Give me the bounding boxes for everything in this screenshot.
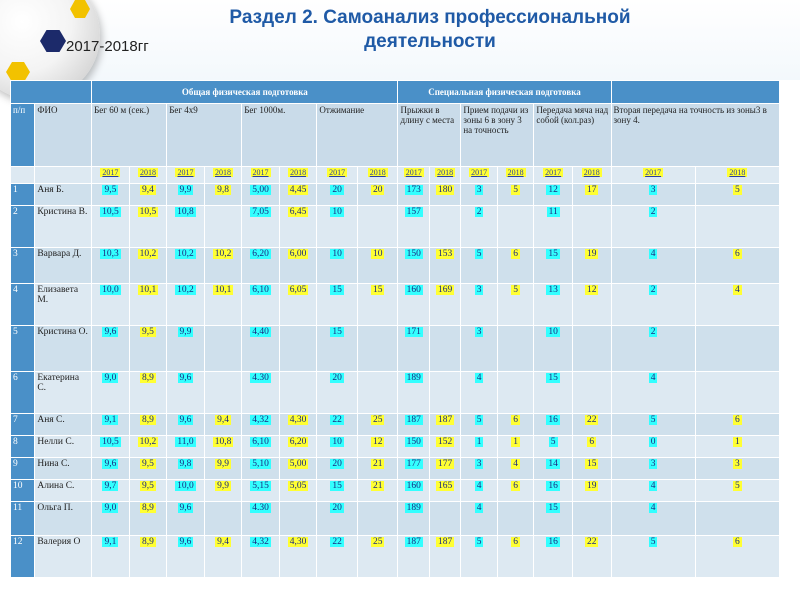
result-value: 9,8 (179, 459, 192, 469)
group-header-row (11, 81, 780, 104)
year-header-a: 2017 (252, 168, 269, 177)
year-header-a: 2017 (329, 168, 346, 177)
result-value: 7,05 (252, 207, 269, 217)
row-number: 2 (11, 206, 35, 248)
result-value: 171 (406, 327, 421, 337)
row-number: 3 (11, 248, 35, 284)
result-value: 160 (406, 285, 421, 295)
result-value: 5,10 (252, 459, 269, 469)
result-value: 9,9 (179, 185, 192, 195)
column-header-row (11, 104, 780, 167)
result-value: 20 (332, 373, 342, 383)
result-value: 9,9 (217, 459, 229, 469)
result-value: 6 (513, 481, 518, 491)
year-label: 2017-2018гг (66, 38, 149, 55)
result-value: 9,6 (179, 503, 192, 513)
result-value: 8,9 (142, 503, 154, 513)
result-value: 6,10 (252, 285, 269, 295)
col-header-second-pass: Вторая передача на точность из зоны3 в зону 4. (611, 104, 780, 167)
result-value: 10,1 (139, 285, 157, 295)
result-value: 10,5 (102, 207, 119, 217)
row-number: 10 (11, 480, 35, 502)
result-value: 9,1 (104, 415, 117, 425)
year-header-a: 2017 (102, 168, 119, 177)
student-name: Нелли С. (35, 436, 92, 458)
result-value: 2 (650, 285, 656, 295)
result-value: 4,30 (289, 415, 307, 425)
result-value: 9,4 (217, 537, 229, 547)
result-value: 6 (734, 249, 740, 259)
year-header-b: 2018 (507, 168, 524, 177)
result-value: 169 (438, 285, 453, 295)
result-value: 10,8 (177, 207, 194, 217)
col-header-name: ФИО (35, 104, 92, 167)
result-value: 6 (734, 415, 740, 425)
result-value: 153 (438, 249, 453, 259)
result-value: 4 (476, 503, 482, 513)
row-number: 1 (11, 184, 35, 206)
result-value: 9,6 (104, 459, 117, 469)
result-value: 150 (406, 249, 421, 259)
result-value: 10,8 (214, 437, 232, 447)
col-header-serve-receive: Прием подачи из зоны 6 в зону 3 на точность (461, 104, 534, 167)
table-row (11, 536, 780, 578)
year-header-b: 2018 (369, 168, 386, 177)
result-value: 187 (438, 415, 453, 425)
results-table (10, 80, 780, 578)
result-value: 9,5 (142, 327, 154, 337)
row-number: 11 (11, 502, 35, 536)
result-value: 1 (476, 437, 482, 447)
result-value: 22 (332, 415, 342, 425)
result-value: 177 (438, 459, 453, 469)
student-name: Кристина В. (35, 206, 92, 248)
result-value: 6,00 (289, 249, 307, 259)
result-value: 4.30 (252, 373, 269, 383)
table-row (11, 248, 780, 284)
result-value: 4.30 (252, 503, 269, 513)
result-value: 187 (438, 537, 453, 547)
table-row (11, 206, 780, 248)
result-value: 4 (650, 503, 656, 513)
result-value: 15 (332, 285, 342, 295)
student-name: Кристина О. (35, 326, 92, 372)
result-value: 0 (650, 437, 656, 447)
group-general: Общая физическая подготовка (92, 81, 398, 104)
result-value: 5 (734, 481, 740, 491)
student-name: Елизавета М. (35, 284, 92, 326)
result-value: 6 (513, 415, 518, 425)
result-value: 1 (734, 437, 740, 447)
result-value: 25 (372, 415, 383, 425)
year-header-b: 2018 (729, 168, 746, 177)
result-value: 2 (650, 327, 656, 337)
result-value: 10 (548, 327, 558, 337)
table-row (11, 414, 780, 436)
result-value: 9,9 (217, 481, 229, 491)
result-value: 9,9 (179, 327, 192, 337)
result-value: 10 (332, 249, 342, 259)
result-value: 9,4 (142, 185, 154, 195)
col-header-shuttle: Бег 4х9 (167, 104, 242, 167)
table-row (11, 480, 780, 502)
result-value: 15 (586, 459, 597, 469)
result-value: 152 (438, 437, 453, 447)
result-value: 9,6 (179, 537, 192, 547)
result-value: 5,00 (289, 459, 307, 469)
result-value: 10,2 (177, 285, 194, 295)
result-value: 4,40 (252, 327, 269, 337)
result-value: 20 (372, 185, 383, 195)
student-name: Аня Б. (35, 184, 92, 206)
result-value: 8,9 (142, 415, 154, 425)
student-name: Ольга П. (35, 502, 92, 536)
result-value: 6 (589, 437, 595, 447)
result-value: 14 (548, 459, 558, 469)
result-value: 21 (372, 459, 383, 469)
result-value: 16 (548, 415, 558, 425)
result-value: 180 (438, 185, 453, 195)
result-value: 6,20 (289, 437, 307, 447)
result-value: 5 (650, 537, 656, 547)
result-value: 9,1 (104, 537, 117, 547)
result-value: 6,45 (289, 207, 307, 217)
result-value: 9,6 (104, 327, 117, 337)
result-value: 9,6 (179, 415, 192, 425)
result-value: 22 (332, 537, 342, 547)
result-value: 150 (406, 437, 421, 447)
result-value: 3 (650, 185, 656, 195)
result-value: 15 (372, 285, 383, 295)
year-header-a: 2017 (645, 168, 662, 177)
result-value: 4,32 (252, 537, 269, 547)
col-header-run1000: Бег 1000м. (242, 104, 317, 167)
student-name: Валерия О (35, 536, 92, 578)
row-number: 5 (11, 326, 35, 372)
row-number: 8 (11, 436, 35, 458)
result-value: 15 (332, 327, 342, 337)
result-value: 22 (586, 537, 597, 547)
table-row (11, 458, 780, 480)
row-number: 4 (11, 284, 35, 326)
year-header-b: 2018 (139, 168, 156, 177)
result-value: 189 (406, 503, 421, 513)
result-value: 10,0 (177, 481, 194, 491)
student-name: Варвара Д. (35, 248, 92, 284)
result-value: 3 (476, 185, 482, 195)
result-value: 9,5 (142, 481, 154, 491)
result-value: 9,4 (217, 415, 229, 425)
result-value: 3 (476, 327, 482, 337)
result-value: 10,2 (139, 249, 157, 259)
result-value: 12 (372, 437, 383, 447)
result-value: 15 (548, 249, 558, 259)
group-special: Специальная физическая подготовка (398, 81, 611, 104)
result-value: 6 (513, 537, 518, 547)
year-header-b: 2018 (290, 168, 307, 177)
result-value: 1 (513, 437, 518, 447)
table-row (11, 284, 780, 326)
result-value: 5 (513, 185, 518, 195)
result-value: 4,45 (289, 185, 307, 195)
result-value: 5 (476, 537, 482, 547)
page-title (180, 6, 680, 54)
student-name: Нина С. (35, 458, 92, 480)
result-value: 173 (406, 185, 421, 195)
year-header-row (11, 167, 780, 184)
student-name: Аня С. (35, 414, 92, 436)
row-number: 9 (11, 458, 35, 480)
result-value: 189 (406, 373, 421, 383)
result-value: 16 (548, 481, 558, 491)
row-number: 12 (11, 536, 35, 578)
result-value: 6 (513, 249, 518, 259)
result-value: 4 (734, 285, 740, 295)
result-value: 20 (332, 459, 342, 469)
result-value: 10,5 (139, 207, 157, 217)
result-value: 5 (734, 185, 740, 195)
result-value: 5,15 (252, 481, 269, 491)
result-value: 8,9 (142, 537, 154, 547)
result-value: 6,10 (252, 437, 269, 447)
result-value: 10,2 (177, 249, 194, 259)
result-value: 187 (406, 537, 421, 547)
year-header-a: 2017 (405, 168, 422, 177)
result-value: 6,20 (252, 249, 269, 259)
row-number: 7 (11, 414, 35, 436)
year-header-b: 2018 (583, 168, 600, 177)
result-value: 9,5 (104, 185, 117, 195)
result-value: 3 (476, 285, 482, 295)
result-value: 12 (586, 285, 597, 295)
result-value: 10 (332, 437, 342, 447)
result-value: 6,05 (289, 285, 307, 295)
result-value: 9,0 (104, 373, 117, 383)
year-header-b: 2018 (437, 168, 454, 177)
table-row (11, 502, 780, 536)
result-value: 25 (372, 537, 383, 547)
result-value: 5 (476, 415, 482, 425)
result-value: 15 (548, 503, 558, 513)
result-value: 21 (372, 481, 383, 491)
result-value: 19 (586, 481, 597, 491)
result-value: 9,6 (179, 373, 192, 383)
result-value: 17 (586, 185, 597, 195)
result-value: 9,5 (142, 459, 154, 469)
result-value: 20 (332, 185, 342, 195)
student-name: Алина С. (35, 480, 92, 502)
year-header-b: 2018 (215, 168, 231, 177)
result-value: 10,0 (102, 285, 119, 295)
result-value: 10,2 (214, 249, 232, 259)
result-value: 12 (548, 185, 558, 195)
result-value: 5 (550, 437, 556, 447)
result-value: 11,0 (177, 437, 194, 447)
col-header-pushups: Отжимание (317, 104, 398, 167)
page-title-line2: деятельности (364, 31, 496, 52)
student-name: Екатерина С. (35, 372, 92, 414)
result-value: 10,5 (102, 437, 119, 447)
result-value: 22 (586, 415, 597, 425)
result-value: 9,0 (104, 503, 117, 513)
row-number: 6 (11, 372, 35, 414)
result-value: 5 (476, 249, 482, 259)
result-value: 160 (406, 481, 421, 491)
result-value: 8,9 (142, 373, 154, 383)
result-value: 165 (438, 481, 453, 491)
year-header-a: 2017 (177, 168, 194, 177)
year-header-a: 2017 (471, 168, 488, 177)
result-value: 15 (332, 481, 342, 491)
result-value: 4 (650, 373, 656, 383)
result-value: 4,30 (289, 537, 307, 547)
result-value: 5 (650, 415, 656, 425)
result-value: 10 (372, 249, 383, 259)
result-value: 10,3 (102, 249, 119, 259)
result-value: 3 (650, 459, 656, 469)
result-value: 187 (406, 415, 421, 425)
result-value: 157 (406, 207, 421, 217)
result-value: 4,32 (252, 415, 269, 425)
col-header-pass-over-self: Передача мяча над собой (кол.раз) (534, 104, 611, 167)
result-value: 20 (332, 503, 342, 513)
result-value: 2 (476, 207, 482, 217)
result-value: 19 (586, 249, 597, 259)
result-value: 16 (548, 537, 558, 547)
result-value: 9,7 (104, 481, 117, 491)
table-row (11, 184, 780, 206)
year-header-a: 2017 (545, 168, 562, 177)
result-value: 4 (650, 481, 656, 491)
result-value: 4 (476, 373, 482, 383)
result-value: 3 (734, 459, 740, 469)
result-value: 10 (332, 207, 342, 217)
col-header-run60: Бег 60 м (сек.) (92, 104, 167, 167)
result-value: 6 (734, 537, 740, 547)
result-value: 9,8 (217, 185, 229, 195)
result-value: 5,05 (289, 481, 307, 491)
result-value: 4 (513, 459, 518, 469)
result-value: 4 (476, 481, 482, 491)
col-header-number: п/п (11, 104, 35, 167)
result-value: 2 (650, 207, 656, 217)
col-header-long-jump: Прыжки в длину с места (398, 104, 461, 167)
result-value: 5 (513, 285, 518, 295)
result-value: 11 (548, 207, 558, 217)
table-row (11, 372, 780, 414)
result-value: 3 (476, 459, 482, 469)
result-value: 15 (548, 373, 558, 383)
result-value: 177 (406, 459, 421, 469)
results-table-container (10, 80, 780, 600)
result-value: 10,2 (139, 437, 157, 447)
result-value: 5,00 (252, 185, 269, 195)
table-row (11, 326, 780, 372)
page-title-line1: Раздел 2. Самоанализ профессиональной (229, 7, 631, 28)
result-value: 4 (650, 249, 656, 259)
result-value: 13 (548, 285, 558, 295)
table-row (11, 436, 780, 458)
result-value: 10,1 (214, 285, 232, 295)
